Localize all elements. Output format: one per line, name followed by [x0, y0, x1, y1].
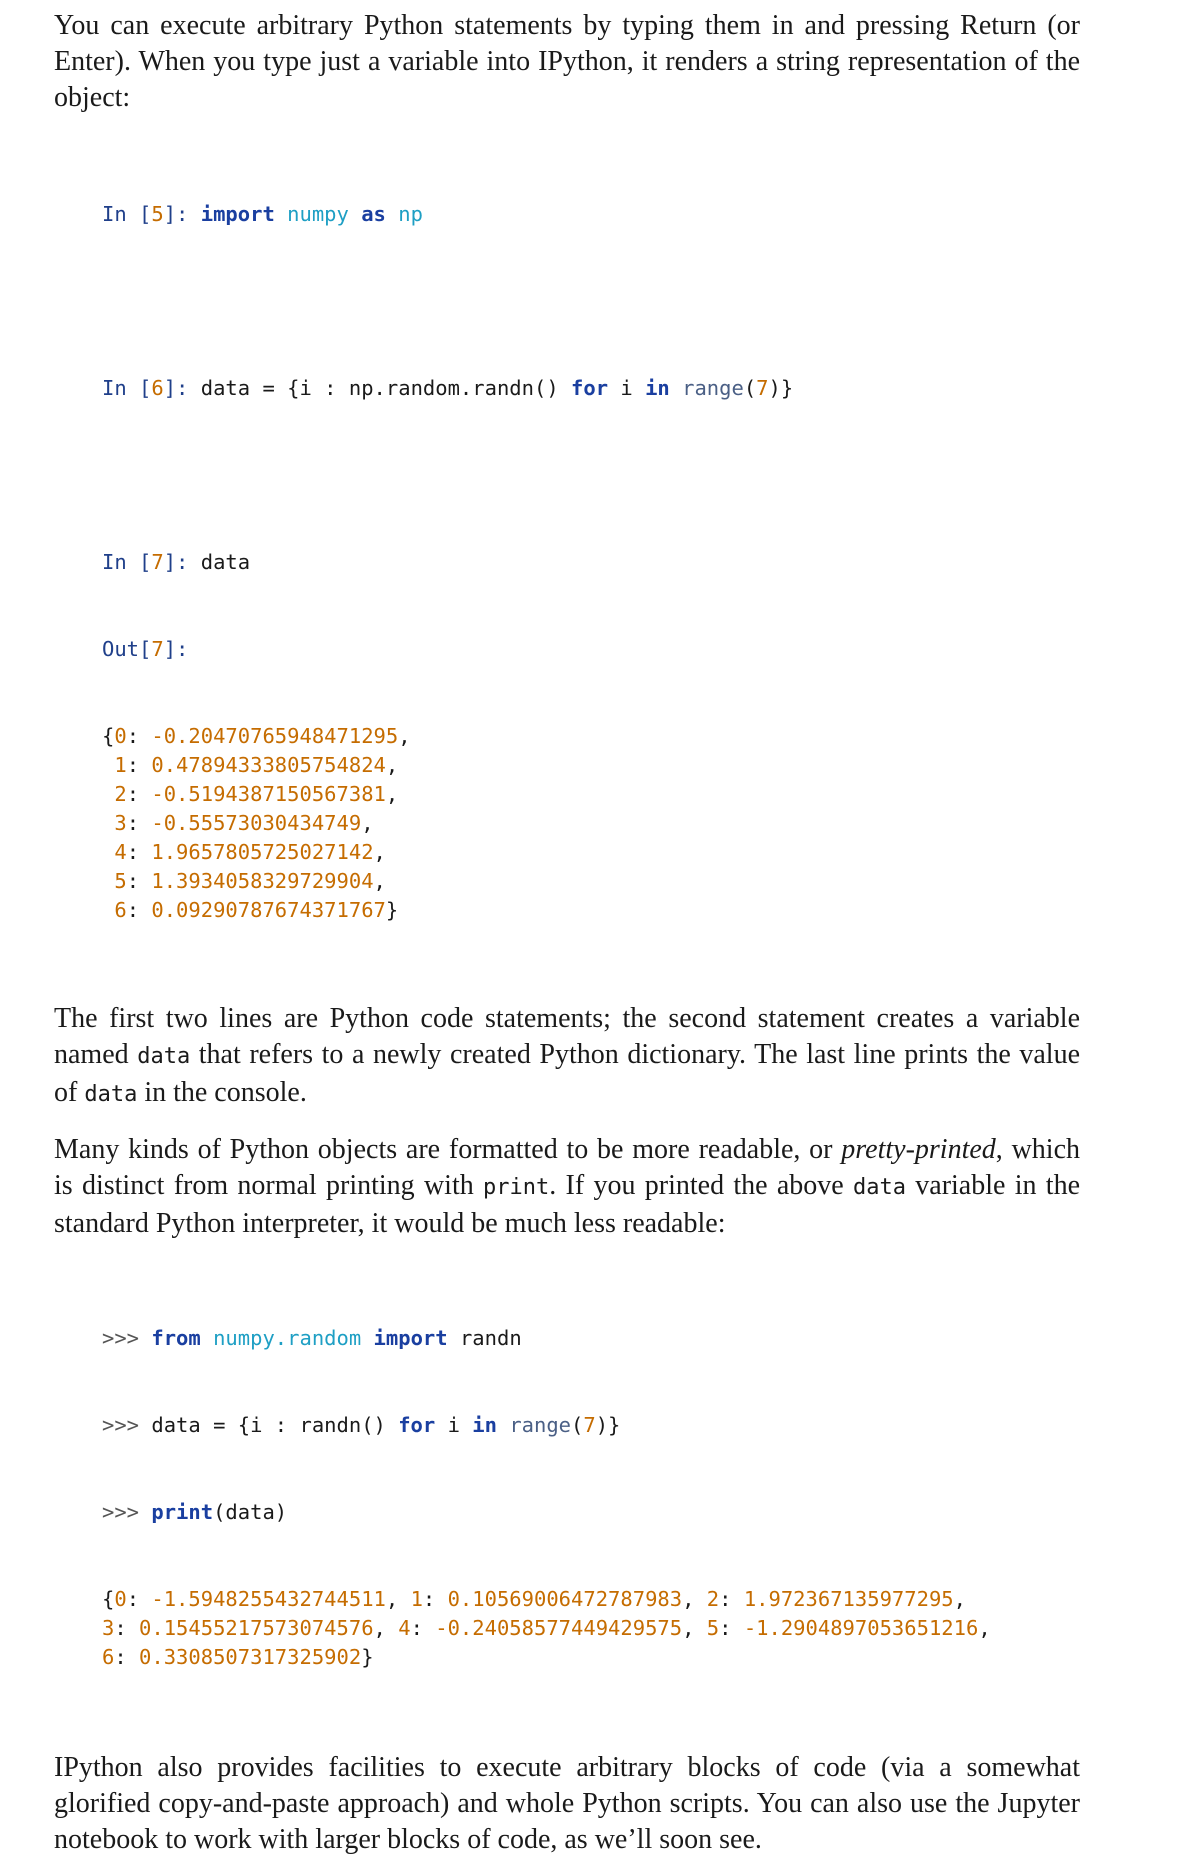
- dict-value: -1.2904897053651216: [743, 1616, 979, 1640]
- printed-line: 6: 0.3308507317325902}: [102, 1645, 374, 1669]
- printed-output: [102, 1585, 1080, 1672]
- dict-value: 0.15455217573074576: [139, 1616, 374, 1640]
- paragraph-explanation: The first two lines are Python code statements; the second statement creates a variable named data that refers to a newly created Python dictionary. The last line prints the value of data in the console.: [54, 1003, 1080, 1108]
- paragraph-intro: You can execute arbitrary Python statements by typing them in and pressing Return (or Enter). When you type just a variable into IPython, it renders a string representation of the object:: [54, 10, 1080, 113]
- dict-value: 0.09290787674371767: [151, 898, 386, 922]
- dict-value: 0.10569006472787983: [447, 1587, 683, 1611]
- output-entry: 6: 0.09290787674371767}: [114, 898, 399, 922]
- output-dict: [102, 722, 1080, 925]
- output-entry: 5: 1.3934058329729904,: [114, 869, 386, 893]
- code-line-3: >>> print(data): [102, 1500, 288, 1524]
- output-entry: 1: 0.47894333805754824,: [114, 753, 399, 777]
- code-line-1: >>> from numpy.random import randn: [102, 1326, 522, 1350]
- printed-line: 3: 0.15455217573074576, 4: -0.24058577449429575, 5: -1.2904897053651216,: [102, 1616, 991, 1640]
- dict-key: 3: [114, 811, 127, 835]
- dict-key: 2: [114, 782, 127, 806]
- dict-value: -0.20470765948471295: [151, 724, 399, 748]
- dict-value: -0.24058577449429575: [435, 1616, 683, 1640]
- output-entry: 4: 1.9657805725027142,: [114, 840, 386, 864]
- dict-key: 1: [114, 753, 127, 777]
- code-line-out7: Out[7]:: [102, 637, 189, 661]
- code-line-in5: In [5]: import numpy as np: [102, 202, 423, 226]
- dict-value: 1.972367135977295: [743, 1587, 954, 1611]
- dict-key: 3: [102, 1616, 115, 1640]
- dict-value: 0.47894333805754824: [151, 753, 386, 777]
- dict-value: 1.3934058329729904: [151, 869, 374, 893]
- dict-key: 1: [410, 1587, 423, 1611]
- dict-key: 4: [398, 1616, 411, 1640]
- dict-value: -0.55573030434749: [151, 811, 362, 835]
- dict-value: -0.5194387150567381: [151, 782, 386, 806]
- code-line-in6: In [6]: data = {i : np.random.randn() for i in range(7)}: [102, 376, 794, 400]
- standard-interpreter-block: [102, 1266, 1080, 1730]
- dict-key: 6: [114, 898, 127, 922]
- dict-key: 6: [102, 1645, 115, 1669]
- paragraph-closing: IPython also provides facilities to execute arbitrary blocks of code (via a somewhat glorified copy-and-paste approach) and whole Python scripts. You can also use the Jupyter notebook to work with larger blocks of code, as we’ll soon see.: [54, 1752, 1080, 1855]
- printed-line: {0: -1.5948255432744511, 1: 0.10569006472787983, 2: 1.972367135977295,: [102, 1587, 966, 1611]
- output-entry: 3: -0.55573030434749,: [114, 811, 374, 835]
- dict-key: 0: [114, 1587, 127, 1611]
- code-line-2: >>> data = {i : randn() for i in range(7)}: [102, 1413, 621, 1437]
- dict-key: 2: [706, 1587, 720, 1611]
- paragraph-pretty-print: Many kinds of Python objects are formatted to be more readable, or pretty-printed, which is distinct from normal printing with print. If you printed the above data variable in the standard Python interpreter, it would be much less readable:: [54, 1134, 1080, 1239]
- dict-value: -1.5948255432744511: [151, 1587, 386, 1611]
- book-page: [54, 8, 1080, 1858]
- output-entry: {0: -0.20470765948471295,: [102, 724, 411, 748]
- dict-value: 0.3308507317325902: [139, 1645, 362, 1669]
- output-entry: 2: -0.5194387150567381,: [114, 782, 399, 806]
- dict-key: 4: [114, 840, 127, 864]
- ipython-code-block: [102, 142, 1080, 983]
- code-line-in7: In [7]: data: [102, 550, 251, 574]
- dict-key: 5: [706, 1616, 720, 1640]
- dict-key: 0: [114, 724, 127, 748]
- dict-value: 1.9657805725027142: [151, 840, 374, 864]
- dict-key: 5: [114, 869, 127, 893]
